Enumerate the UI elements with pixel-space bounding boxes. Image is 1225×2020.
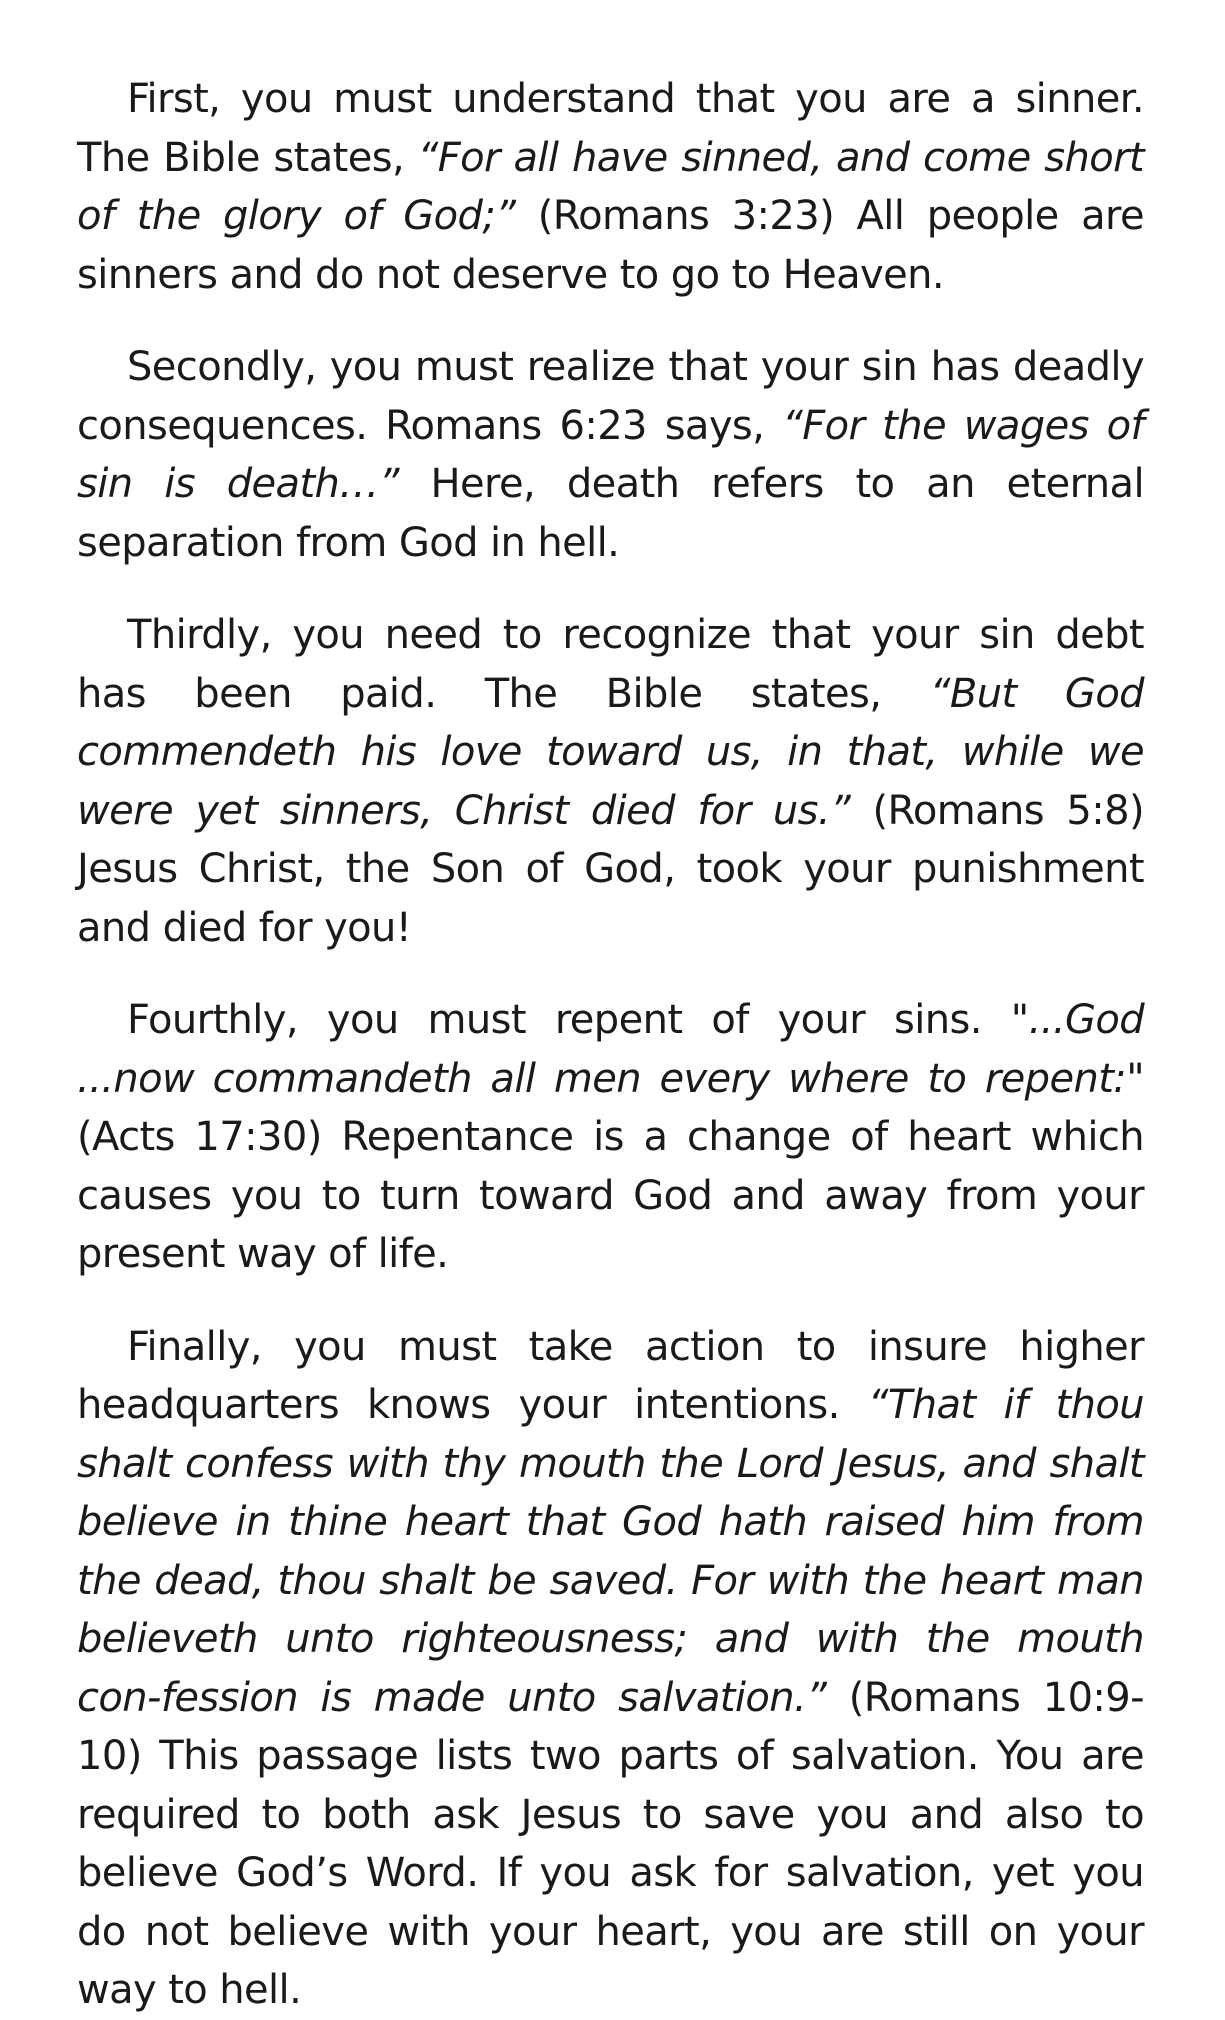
scripture-quote: ...God ...now commandeth all men every where to repent: [77,997,1144,1102]
scripture-quote: “But God commendeth his love toward us, in that, while we were yet sinners, Christ died for us.” [77,670,1144,834]
text-segment: First, you must understand that you are a sinner. The Bible states, [77,76,1144,181]
text-segment: (Romans 10:9-10) This passage lists two parts of salvation. You are required to both ask Jesus to save you and also to believe God’s Word. If you ask for salvation, yet you do not believe with your heart, you are still on your way to hell. [77,1674,1144,2013]
text-segment: Here, death refers to an eternal separation from God in hell. [77,461,1144,566]
scripture-quote: “That if thou shalt confess with thy mouth the Lord Jesus, and shalt believe in thine heart that God hath raised him from the dead, thou shalt be saved. For with the heart man believeth unto righteousness; and with the mouth con-fession is made unto salvation.” [77,1382,1144,1721]
text-segment: Secondly, you must realize that your sin has deadly consequences. Romans 6:23 says, [77,344,1144,449]
paragraph-take-action [77,1318,1144,2020]
paragraph-sinner [77,70,1144,304]
paragraph-debt-paid [77,606,1144,957]
page-body [77,70,1144,2020]
text-segment: Thirdly, you need to recognize that your sin debt has been paid. The Bible states, [77,612,1144,717]
text-segment: Finally, you must take action to insure higher headquarters knows your intentions. [77,1323,1144,1428]
paragraph-repent [77,991,1144,1284]
text-segment: (Romans 5:8) Jesus Christ, the Son of God, took your punishment and died for you! [77,787,1144,951]
text-segment: (Romans 3:23) All people are sinners and do not deserve to go to Heaven. [77,193,1144,298]
text-segment: Fourthly, you must repent of your sins. " [127,997,1029,1043]
scripture-quote: “For all have sinned, and come short of the glory of God;” [77,134,1144,239]
text-segment: " (Acts 17:30) Repentance is a change of heart which causes you to turn toward God and away from your present way of life. [77,1055,1144,1277]
scripture-quote: “For the wages of sin is death…” [77,402,1144,507]
paragraph-consequences [77,338,1144,572]
